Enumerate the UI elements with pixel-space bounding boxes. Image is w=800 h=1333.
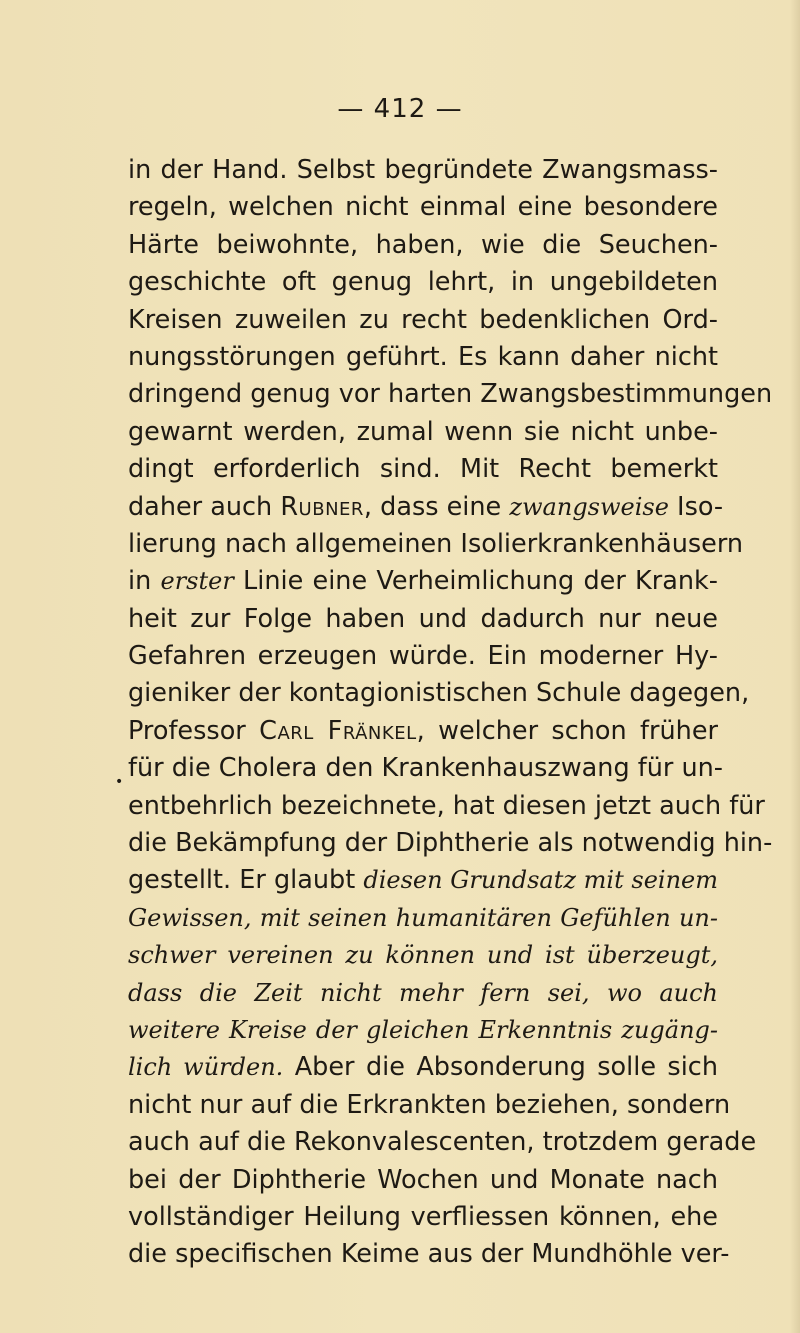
text-segment: gieniker der kontagionistischen Schule dagegen, (128, 678, 750, 709)
text-line (128, 189, 718, 226)
text-line (128, 675, 750, 712)
text-segment: Linie eine Verheimlichung der Krank- (233, 566, 718, 597)
text-segment: gestellt. Er glaubt (128, 865, 364, 896)
text-line (128, 601, 718, 638)
text-segment: Kreisen zuweilen zu recht bedenklichen Ord- (128, 304, 718, 335)
text-segment: für die Cholera den Krankenhauszwang für un- (128, 753, 724, 784)
text-line (128, 302, 718, 339)
text-line (128, 563, 718, 600)
text-segment: Aber die Absonderung solle sich (283, 1052, 718, 1083)
text-segment: geschichte oft genug lehrt, in ungebildeten (128, 267, 718, 298)
text-segment: bei der Diphtherie Wochen und Monate nach (128, 1164, 718, 1195)
page-edge-shadow (790, 0, 800, 1333)
text-segment: dingt erforderlich sind. Mit Recht bemerkt (128, 454, 718, 485)
text-segment: Professor (128, 715, 260, 746)
text-line (128, 414, 718, 451)
body-text (128, 152, 773, 1274)
text-line (128, 638, 718, 675)
page-number: — 412 — (337, 94, 463, 124)
margin-bullet-mark: • (115, 774, 124, 790)
text-segment: in (128, 566, 161, 597)
text-line (128, 975, 718, 1012)
text-line (128, 937, 718, 974)
text-segment: lierung nach allgemeinen Isolierkrankenhäusern (128, 528, 744, 559)
text-line (128, 1199, 718, 1236)
text-segment: regeln, welchen nicht einmal eine besondere (128, 192, 718, 223)
text-line (128, 750, 724, 787)
text-line (128, 451, 718, 488)
text-line (128, 1012, 718, 1049)
text-line (128, 900, 718, 937)
text-segment: die specifischen Keime aus der Mundhöhle ver- (128, 1239, 730, 1270)
text-line (128, 1087, 731, 1124)
italic-text: diesen Grundsatz mit seinem (363, 866, 718, 895)
text-segment: , welcher schon früher (416, 715, 718, 746)
text-segment: Härte beiwohnte, haben, wie die Seuchen- (128, 229, 718, 260)
text-line (128, 526, 744, 563)
text-segment: heit zur Folge haben und dadurch nur neue (128, 603, 718, 634)
text-segment: entbehrlich bezeichnete, hat diesen jetzt auch für (128, 790, 765, 821)
italic-text: lich würden. (128, 1053, 284, 1082)
text-segment: vollständiger Heilung verfliessen können, ehe (128, 1201, 718, 1232)
italic-text: schwer vereinen zu können und ist überzeugt, (128, 941, 718, 970)
text-segment: Iso- (668, 491, 724, 522)
italic-text: erster (160, 567, 234, 596)
italic-text: Gewissen, mit seinen humanitären Gefühlen un- (128, 903, 718, 932)
text-segment: daher auch (128, 491, 281, 522)
text-line (128, 489, 724, 526)
text-line (128, 1236, 730, 1273)
small-caps-name: Rubner (280, 491, 364, 522)
text-line (128, 152, 718, 189)
text-segment: dringend genug vor harten Zwangsbestimmungen (128, 379, 773, 410)
italic-text: weitere Kreise der gleichen Erkenntnis zugäng- (128, 1015, 718, 1044)
italic-text: zwangsweise (509, 492, 669, 521)
text-line (128, 713, 718, 750)
text-line (128, 1162, 718, 1199)
small-caps-name: Carl Fränkel (259, 715, 417, 746)
text-line (128, 264, 718, 301)
text-segment: nicht nur auf die Erkrankten beziehen, sondern (128, 1089, 731, 1120)
text-line (128, 862, 718, 899)
text-line (128, 788, 765, 825)
text-line (128, 825, 773, 862)
text-segment: Gefahren erzeugen würde. Ein moderner Hy- (128, 641, 718, 672)
text-line (128, 1049, 718, 1086)
text-line (128, 1124, 757, 1161)
text-line (128, 339, 718, 376)
text-segment: gewarnt werden, zumal wenn sie nicht unbe- (128, 416, 718, 447)
text-line (128, 376, 773, 413)
text-line (128, 227, 718, 264)
italic-text: dass die Zeit nicht mehr fern sei, wo auch (128, 978, 718, 1007)
text-segment: nungsstörungen geführt. Es kann daher nicht (128, 341, 718, 372)
text-segment: in der Hand. Selbst begründete Zwangsmass- (128, 155, 718, 185)
text-segment: , dass eine (363, 491, 510, 522)
text-segment: auch auf die Rekonvalescenten, trotzdem gerade (128, 1127, 757, 1158)
text-segment: die Bekämpfung der Diphtherie als notwendig hin- (128, 828, 773, 859)
